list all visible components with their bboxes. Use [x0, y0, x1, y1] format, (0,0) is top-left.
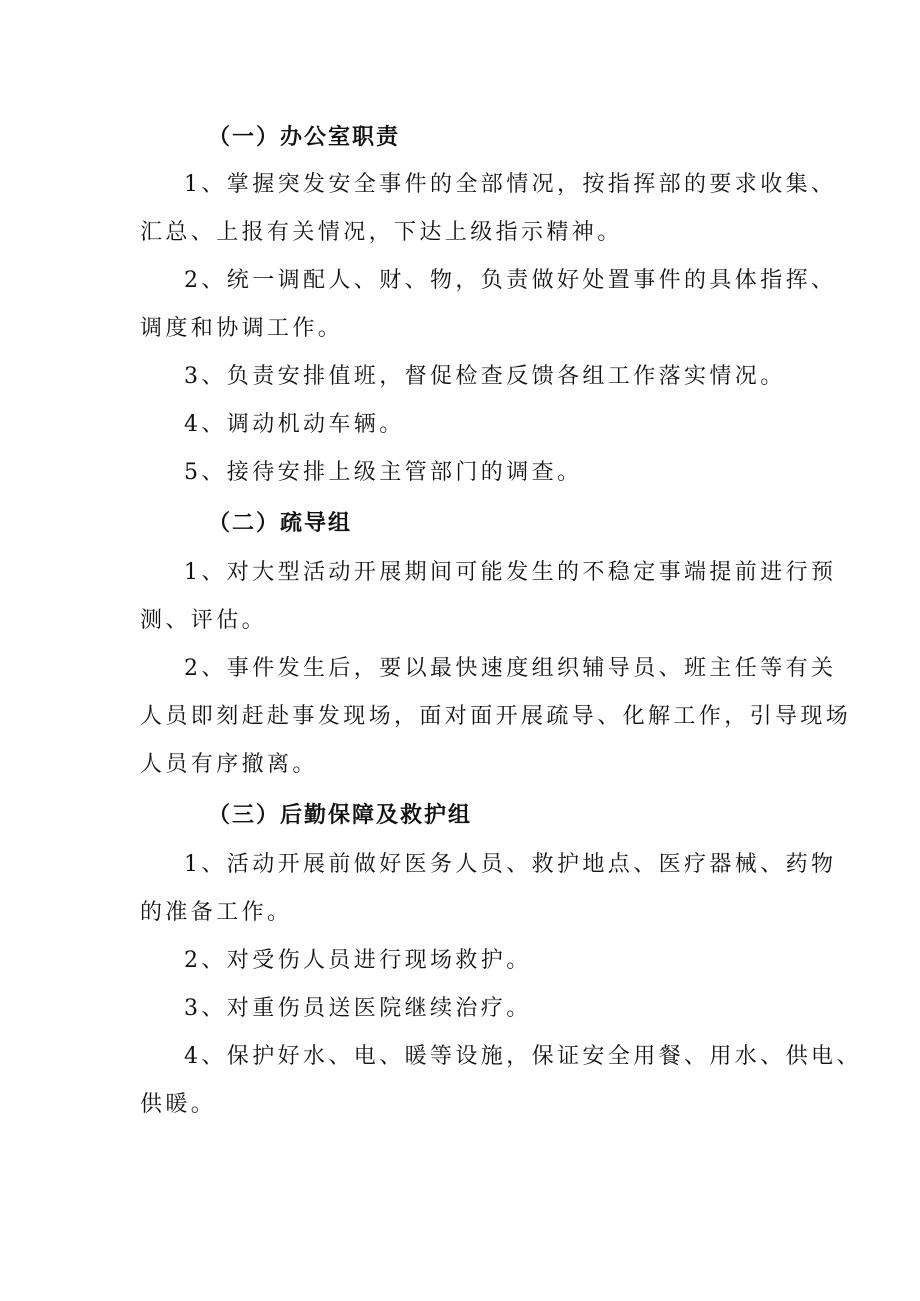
paragraph-line: 人员即刻赶赴事发现场，面对面开展疏导、化解工作，引导现场 — [140, 704, 852, 729]
paragraph-line: 1、掌握突发安全事件的全部情况，按指挥部的要求收集、 — [184, 172, 837, 197]
section-heading: （一）办公室职责 — [208, 124, 401, 150]
paragraph-line: 1、活动开展前做好医务人员、救护地点、医疗器械、药物 — [184, 852, 837, 877]
paragraph-line: 4、保护好水、电、暖等设施，保证安全用餐、用水、供电、 — [184, 1044, 862, 1069]
paragraph-line: 2、事件发生后，要以最快速度组织辅导员、班主任等有关 — [184, 656, 837, 681]
paragraph-line: 5、接待安排上级主管部门的调查。 — [184, 460, 583, 485]
paragraph-line: 4、调动机动车辆。 — [184, 412, 405, 437]
paragraph-line: 人员有序撤离。 — [140, 752, 318, 777]
paragraph-line: 1、对大型活动开展期间可能发生的不稳定事端提前进行预 — [184, 560, 837, 585]
section-heading: （二）疏导组 — [208, 510, 353, 536]
paragraph-line: 测、评估。 — [140, 608, 268, 633]
paragraph-line: 3、负责安排值班，督促检查反馈各组工作落实情况。 — [184, 364, 786, 389]
paragraph-line: 2、对受伤人员进行现场救护。 — [184, 948, 532, 973]
paragraph-line: 3、对重伤员送医院继续治疗。 — [184, 996, 532, 1021]
section-heading: （三）后勤保障及救护组 — [208, 802, 473, 828]
paragraph-line: 汇总、上报有关情况，下达上级指示精神。 — [140, 220, 623, 245]
paragraph-line: 供暖。 — [140, 1092, 217, 1117]
paragraph-line: 的准备工作。 — [140, 900, 293, 925]
paragraph-line: 2、统一调配人、财、物，负责做好处置事件的具体指挥、 — [184, 268, 837, 293]
paragraph-line: 调度和协调工作。 — [140, 316, 344, 341]
